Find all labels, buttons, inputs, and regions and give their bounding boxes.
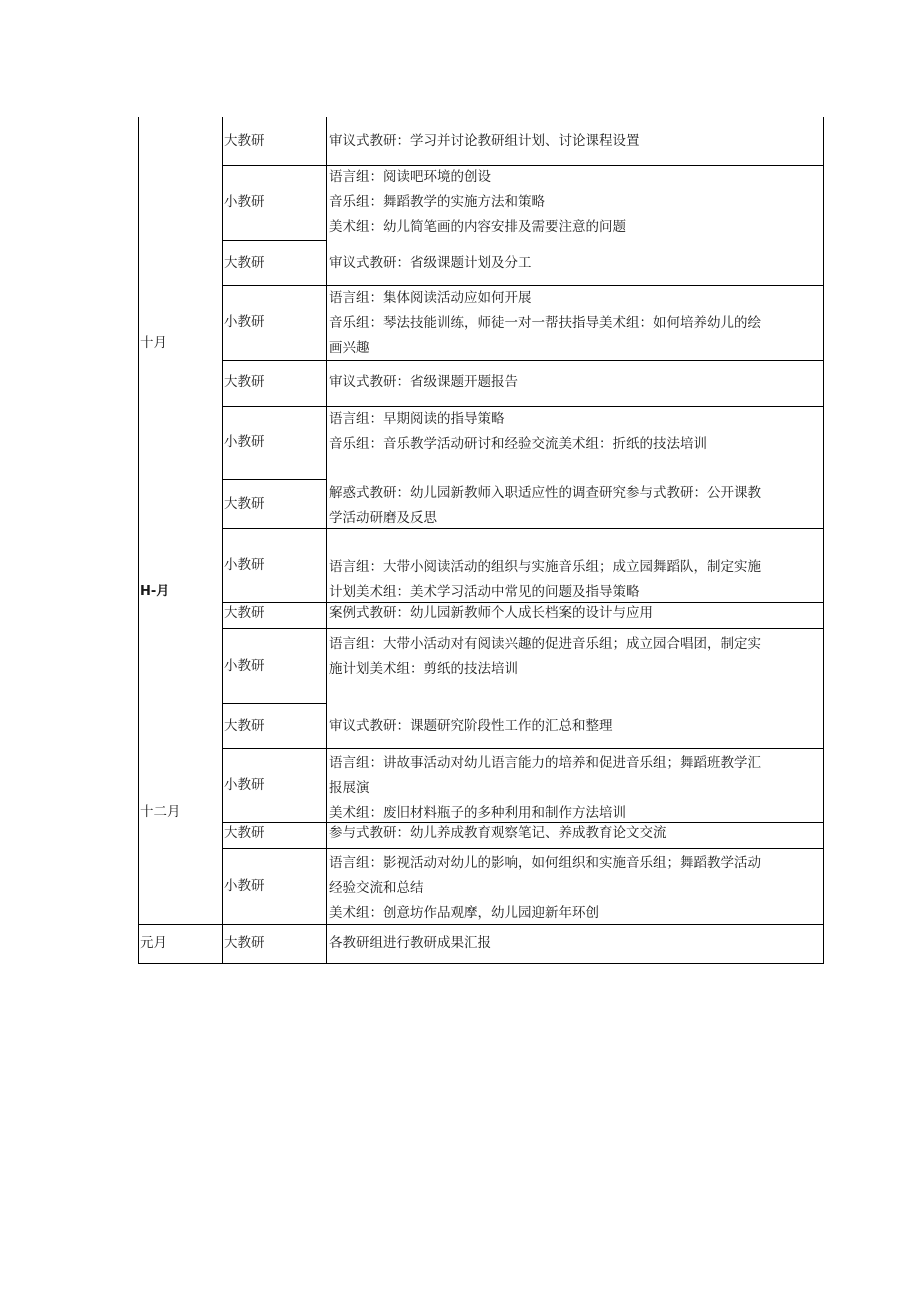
type-cell-divider (222, 703, 326, 704)
content-line: 美术组：创意坊作品观摩，幼儿园迎新年环创 (329, 905, 599, 921)
content-cell (329, 931, 491, 956)
content-line: 报展演 (329, 780, 370, 796)
type-cell: 大教研 (224, 496, 265, 512)
content-line: 审议式教研：学习并讨论教研组计划、讨论课程设置 (329, 133, 640, 149)
content-line: 语言组：阅读吧环境的创设 (329, 169, 491, 185)
content-cell (329, 481, 761, 531)
content-line: 参与式教研：幼儿养成教育观察笔记、养成教育论文交流 (329, 825, 667, 841)
type-cell: 小教研 (224, 434, 265, 450)
type-cell: 小教研 (224, 658, 265, 674)
table-divider-month-type (222, 117, 223, 964)
row-divider (222, 628, 824, 629)
content-line: 学活动研磨及反思 (329, 510, 437, 526)
content-line: 施计划美术组：剪纸的技法培训 (329, 661, 518, 677)
month-november: H-月 (140, 584, 170, 599)
content-line: 经验交流和总结 (329, 880, 424, 896)
content-cell (329, 555, 761, 605)
row-divider (222, 848, 824, 849)
content-cell (329, 407, 707, 457)
type-cell: 小教研 (224, 777, 265, 793)
table-divider-type-content (326, 117, 327, 964)
content-line: 音乐组：琴法技能训练，师徒一对一帮扶指导美术组：如何培养幼儿的绘 (329, 315, 761, 331)
content-line: 音乐组：舞蹈教学的实施方法和策略 (329, 194, 545, 210)
type-cell: 大教研 (224, 255, 265, 271)
type-cell: 大教研 (224, 374, 265, 390)
content-cell (329, 601, 653, 626)
content-cell (329, 851, 761, 926)
content-cell (329, 286, 761, 361)
month-january: 元月 (140, 935, 167, 951)
content-line: 审议式教研：课题研究阶段性工作的汇总和整理 (329, 718, 613, 734)
content-cell (329, 370, 518, 395)
content-line: 审议式教研：省级课题计划及分工 (329, 255, 532, 271)
content-line: 画兴趣 (329, 340, 370, 356)
content-line: 语言组：讲故事活动对幼儿语言能力的培养和促进音乐组；舞蹈班教学汇 (329, 755, 761, 771)
content-line: 美术组：幼儿简笔画的内容安排及需要注意的问题 (329, 219, 626, 235)
content-line: 语言组：影视活动对幼儿的影响，如何组织和实施音乐组；舞蹈教学活动 (329, 855, 761, 871)
content-line: 审议式教研：省级课题开题报告 (329, 374, 518, 390)
content-cell (329, 632, 761, 682)
type-cell: 大教研 (224, 718, 265, 734)
type-cell: 大教研 (224, 825, 265, 841)
type-cell: 小教研 (224, 557, 265, 573)
content-cell (329, 714, 613, 739)
content-line: 语言组：集体阅读活动应如何开展 (329, 290, 532, 306)
type-cell: 小教研 (224, 194, 265, 210)
content-line: 解惑式教研：幼儿园新教师入职适应性的调查研究参与式教研：公开课教 (329, 485, 761, 501)
content-line: 语言组：大带小活动对有阅读兴趣的促进音乐组；成立园合唱团，制定实 (329, 636, 761, 652)
content-cell (329, 251, 532, 276)
content-line: 美术组：废旧材料瓶子的多种利用和制作方法培训 (329, 805, 626, 821)
table-border-right (823, 117, 824, 964)
content-cell (329, 129, 640, 154)
table-border-bottom (138, 963, 824, 964)
content-line: 各教研组进行教研成果汇报 (329, 935, 491, 951)
month-december: 十二月 (140, 804, 181, 820)
month-october: 十月 (140, 335, 167, 351)
type-cell-divider (222, 240, 326, 241)
content-line: 案例式教研：幼儿园新教师个人成长档案的设计与应用 (329, 605, 653, 621)
content-line: 计划美术组：美术学习活动中常见的问题及指导策略 (329, 584, 640, 600)
content-cell (329, 751, 761, 826)
type-cell-divider (222, 479, 326, 480)
content-line: 音乐组：音乐教学活动研讨和经验交流美术组：折纸的技法培训 (329, 436, 707, 452)
content-cell (329, 821, 667, 846)
type-cell: 大教研 (224, 133, 265, 149)
table-border-left (138, 117, 139, 964)
row-divider (222, 285, 326, 286)
content-line: 语言组：大带小阅读活动的组织与实施音乐组；成立园舞蹈队，制定实施 (329, 559, 761, 575)
type-cell: 大教研 (224, 935, 265, 951)
content-line: 语言组：早期阅读的指导策略 (329, 411, 505, 427)
row-divider (222, 748, 824, 749)
content-cell (329, 165, 626, 240)
type-cell: 大教研 (224, 605, 265, 621)
type-cell: 小教研 (224, 878, 265, 894)
type-cell: 小教研 (224, 314, 265, 330)
